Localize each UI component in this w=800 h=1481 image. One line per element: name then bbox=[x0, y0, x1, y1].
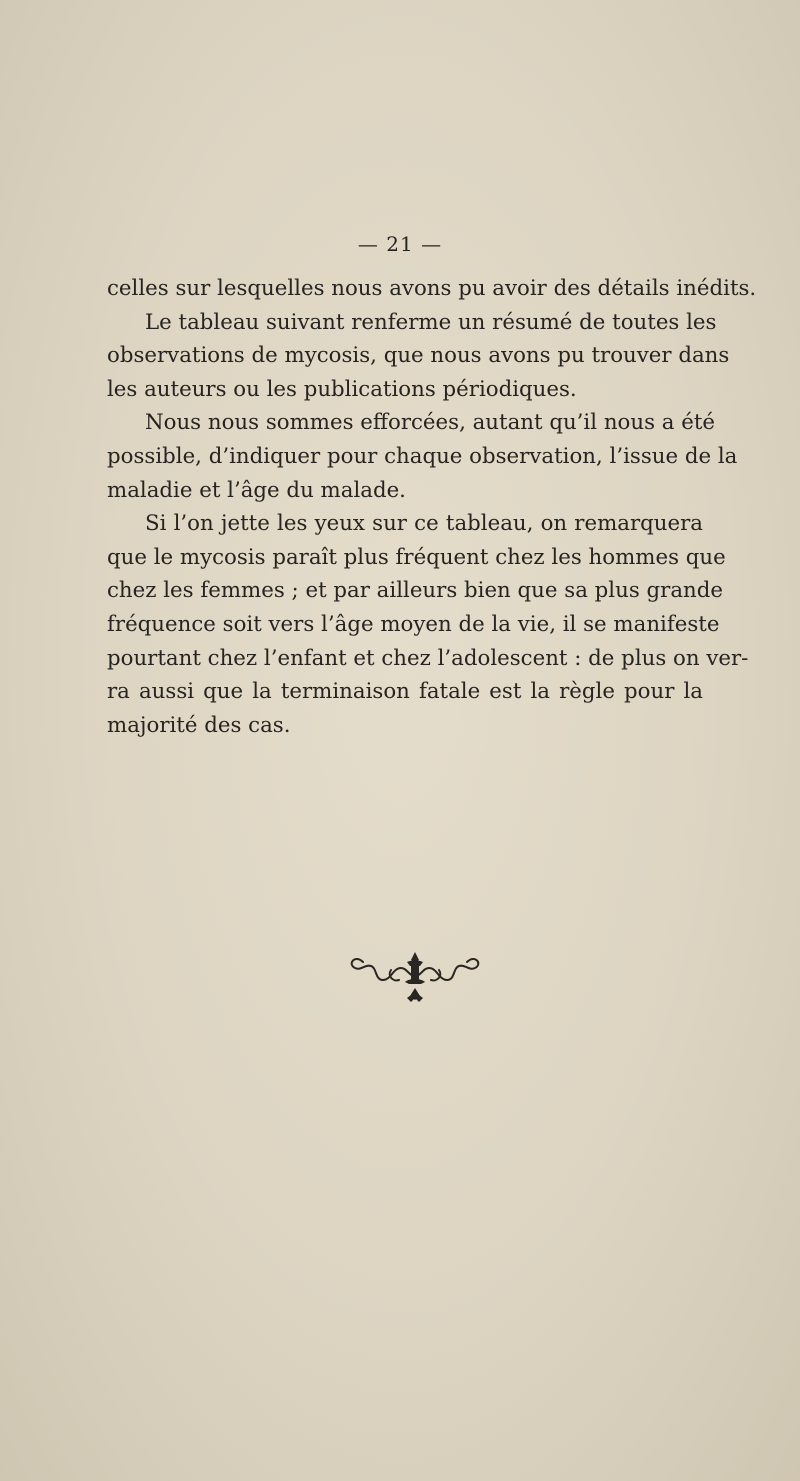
text-line: observations de mycosis, que nous avons pu trouver dans bbox=[107, 343, 730, 369]
text-line: celles sur lesquelles nous avons pu avoir des détails inédits. bbox=[107, 276, 757, 301]
text-line: Le tableau suivant renferme un résumé de toutes les bbox=[145, 309, 717, 335]
text-line: Si l’on jette les yeux sur ce tableau, on remarquera bbox=[145, 511, 703, 537]
text-line: que le mycosis paraît plus fréquent chez les hommes que bbox=[107, 544, 726, 570]
text-line: maladie et l’âge du malade. bbox=[107, 477, 406, 503]
printer-ornament-icon bbox=[345, 950, 485, 1010]
text-line: majorité des cas. bbox=[107, 712, 291, 738]
text-line: ra aussi que la terminaison fatale est la règle pour la bbox=[107, 679, 703, 705]
page-number: — 21 — bbox=[357, 232, 443, 256]
text-line: les auteurs ou les publications périodiques. bbox=[107, 376, 577, 402]
text-line: Nous nous sommes efforcées, autant qu’il nous a été bbox=[145, 410, 716, 436]
text-line: possible, d’indiquer pour chaque observation, l’issue de la bbox=[107, 443, 738, 469]
text-line: chez les femmes ; et par ailleurs bien que sa plus grande bbox=[107, 578, 723, 604]
text-line: pourtant chez l’enfant et chez l’adolescent : de plus on ver- bbox=[107, 645, 749, 671]
text-line: fréquence soit vers l’âge moyen de la vie, il se manifeste bbox=[107, 611, 720, 637]
body-text bbox=[107, 272, 757, 742]
